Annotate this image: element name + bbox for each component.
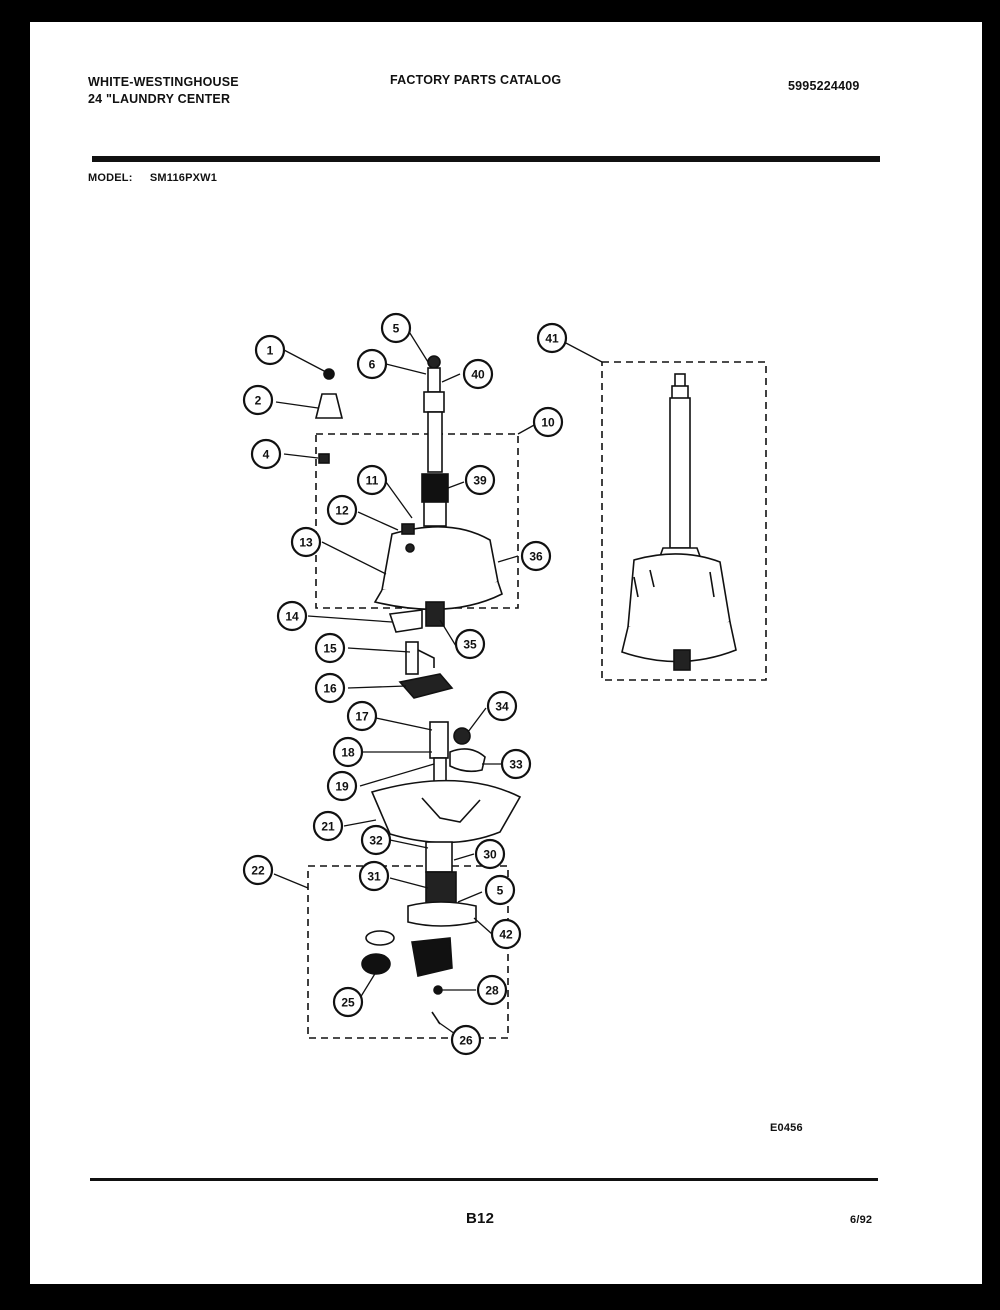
callout-32 — [362, 826, 390, 854]
callout-label: 31 — [367, 869, 381, 884]
callout-label: 41 — [545, 331, 559, 346]
callout-42 — [492, 920, 520, 948]
callout-label: 13 — [299, 535, 313, 550]
callout-label: 6 — [368, 357, 376, 372]
brand-line-1: WHITE-WESTINGHOUSE — [88, 75, 239, 89]
callout-label: 12 — [335, 503, 349, 518]
catalog-number: 5995224409 — [788, 79, 860, 93]
callout-31 — [360, 862, 388, 890]
callout-21 — [314, 812, 342, 840]
callout-12 — [328, 496, 356, 524]
callout-label: 10 — [541, 415, 555, 430]
callout-41 — [538, 324, 566, 352]
parts-1-2-4-drawing — [316, 369, 342, 463]
callout-26 — [452, 1026, 480, 1054]
callout-10 — [534, 408, 562, 436]
callout-17 — [348, 702, 376, 730]
callout-label: 35 — [463, 637, 477, 652]
callout-40 — [464, 360, 492, 388]
callout-label: 28 — [485, 983, 499, 998]
pump-parts-drawing — [362, 931, 452, 1024]
callout-label: 40 — [471, 367, 485, 382]
callout-35 — [456, 630, 484, 658]
callout-6 — [358, 350, 386, 378]
callout-label: 34 — [495, 699, 509, 714]
callout-label: 21 — [321, 819, 335, 834]
callout-label: 22 — [251, 863, 265, 878]
callout-label: 19 — [335, 779, 349, 794]
callout-5 — [486, 876, 514, 904]
callout-25 — [334, 988, 362, 1016]
catalog-page — [30, 22, 982, 1284]
callout-13 — [292, 528, 320, 556]
callout-16 — [316, 674, 344, 702]
brand-line-2: 24 "LAUNDRY CENTER — [88, 92, 231, 106]
callout-36 — [522, 542, 550, 570]
callout-label: 32 — [369, 833, 383, 848]
callout-19 — [328, 772, 356, 800]
callout-label: 14 — [285, 609, 299, 624]
callout-14 — [278, 602, 306, 630]
callout-5 — [382, 314, 410, 342]
catalog-date: 6/92 — [850, 1214, 873, 1226]
callout-4 — [252, 440, 280, 468]
callout-34 — [488, 692, 516, 720]
callout-label: 11 — [365, 473, 379, 488]
callout-label: 26 — [459, 1033, 473, 1048]
callout-label: 16 — [323, 681, 337, 696]
model-label: MODEL: — [88, 172, 133, 184]
callout-11 — [358, 466, 386, 494]
callout-label: 39 — [473, 473, 487, 488]
callout-label: 2 — [254, 393, 262, 408]
callout-18 — [334, 738, 362, 766]
callout-label: 1 — [266, 343, 274, 358]
callout-label: 15 — [323, 641, 337, 656]
footer-rule — [90, 1178, 878, 1181]
exploded-parts-diagram — [30, 22, 982, 1284]
callout-label: 36 — [529, 549, 543, 564]
callout-1 — [256, 336, 284, 364]
model-value: SM116PXW1 — [149, 172, 218, 184]
callout-label: 30 — [483, 847, 497, 862]
figure-code: E0456 — [770, 1122, 803, 1134]
callout-label: 25 — [341, 995, 355, 1010]
page-number: B12 — [466, 1210, 495, 1227]
callout-33 — [502, 750, 530, 778]
transmission-assembly-drawing — [622, 374, 736, 670]
catalog-title: FACTORY PARTS CATALOG — [390, 73, 562, 87]
callout-label: 17 — [355, 709, 369, 724]
callout-2 — [244, 386, 272, 414]
callout-label: 4 — [262, 447, 270, 462]
callout-15 — [316, 634, 344, 662]
callout-label: 5 — [392, 321, 400, 336]
callout-22 — [244, 856, 272, 884]
callout-39 — [466, 466, 494, 494]
callout-label: 5 — [496, 883, 504, 898]
callout-label: 33 — [509, 757, 523, 772]
callout-label: 42 — [499, 927, 513, 942]
callout-label: 18 — [341, 745, 355, 760]
callout-30 — [476, 840, 504, 868]
callout-28 — [478, 976, 506, 1004]
